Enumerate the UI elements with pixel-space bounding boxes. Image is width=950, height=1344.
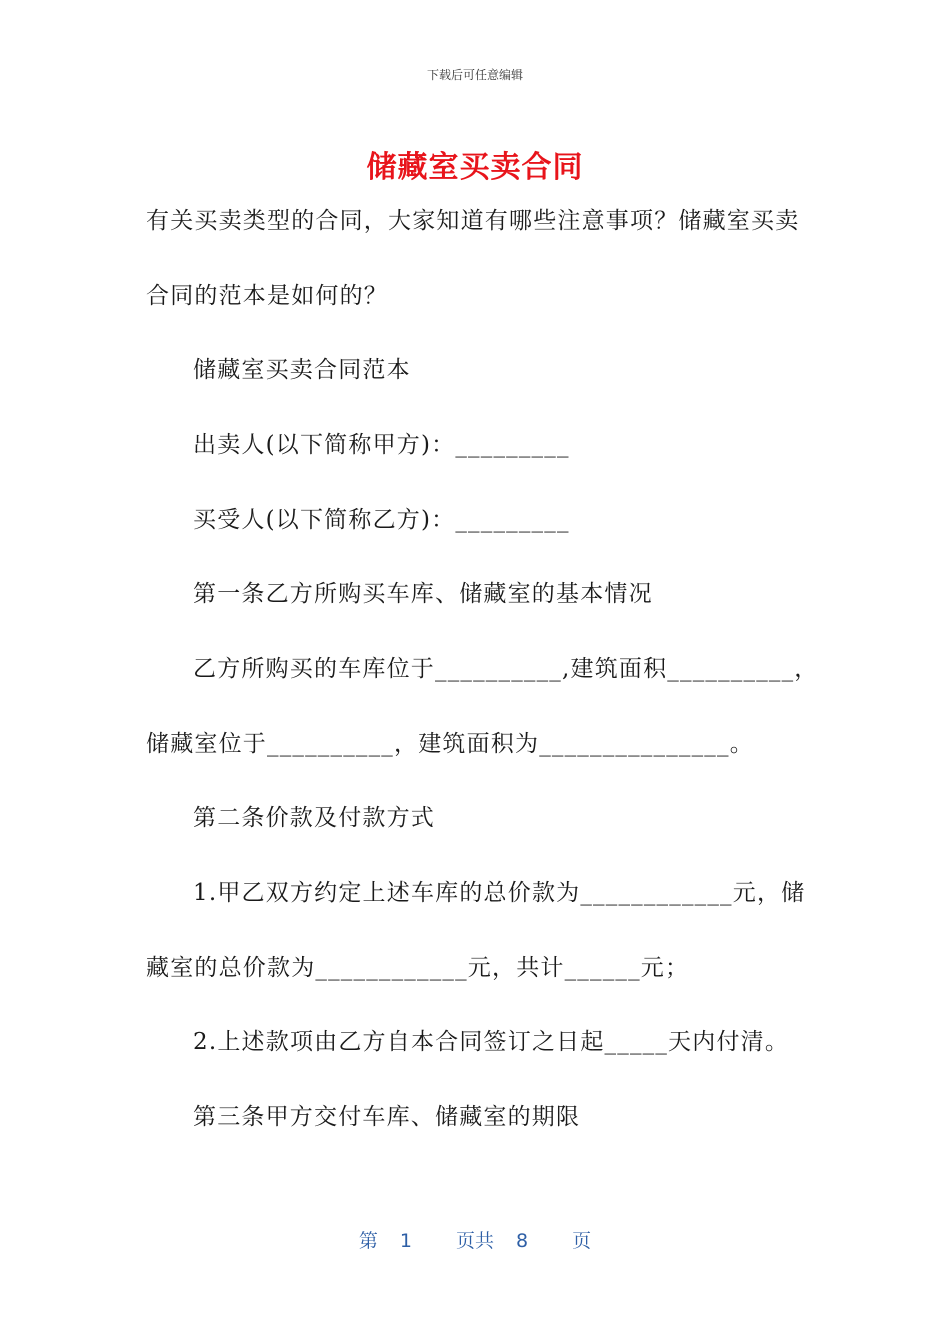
article-3-heading: 第三条甲方交付车库、储藏室的期限	[193, 1104, 581, 1130]
article-2-heading: 第二条价款及付款方式	[193, 805, 435, 831]
page-footer	[0, 1226, 950, 1253]
footer-middle: 页共	[455, 1230, 494, 1252]
seller-line: 出卖人(以下简称甲方)：_________	[193, 432, 570, 458]
contract-heading: 储藏室买卖合同范本	[193, 357, 411, 383]
paragraph-intro-line1: 有关买卖类型的合同，大家知道有哪些注意事项？储藏室买卖	[146, 208, 800, 234]
article-1-text-line1: 乙方所购买的车库位于__________,建筑面积__________，	[193, 656, 819, 682]
paragraph-intro-line2: 合同的范本是如何的？	[146, 283, 388, 309]
article-2-item1-line2: 藏室的总价款为____________元，共计______元；	[146, 955, 690, 981]
footer-suffix: 页	[572, 1230, 592, 1252]
article-2-item2: 2.上述款项由乙方自本合同签订之日起_____天内付清。	[193, 1029, 790, 1055]
footer-page-number: 1	[399, 1230, 412, 1252]
buyer-line: 买受人(以下简称乙方)：_________	[193, 507, 570, 533]
document-title: 储藏室买卖合同	[366, 150, 584, 185]
header-note: 下载后可任意编辑	[426, 68, 523, 82]
footer-prefix: 第	[358, 1230, 378, 1252]
article-1-text-line2: 储藏室位于__________，建筑面积为_______________。	[146, 731, 754, 757]
article-2-item1-line1: 1.甲乙双方约定上述车库的总价款为____________元，储	[193, 880, 806, 906]
article-1-heading: 第一条乙方所购买车库、储藏室的基本情况	[193, 581, 653, 607]
footer-total-pages: 8	[516, 1230, 529, 1252]
